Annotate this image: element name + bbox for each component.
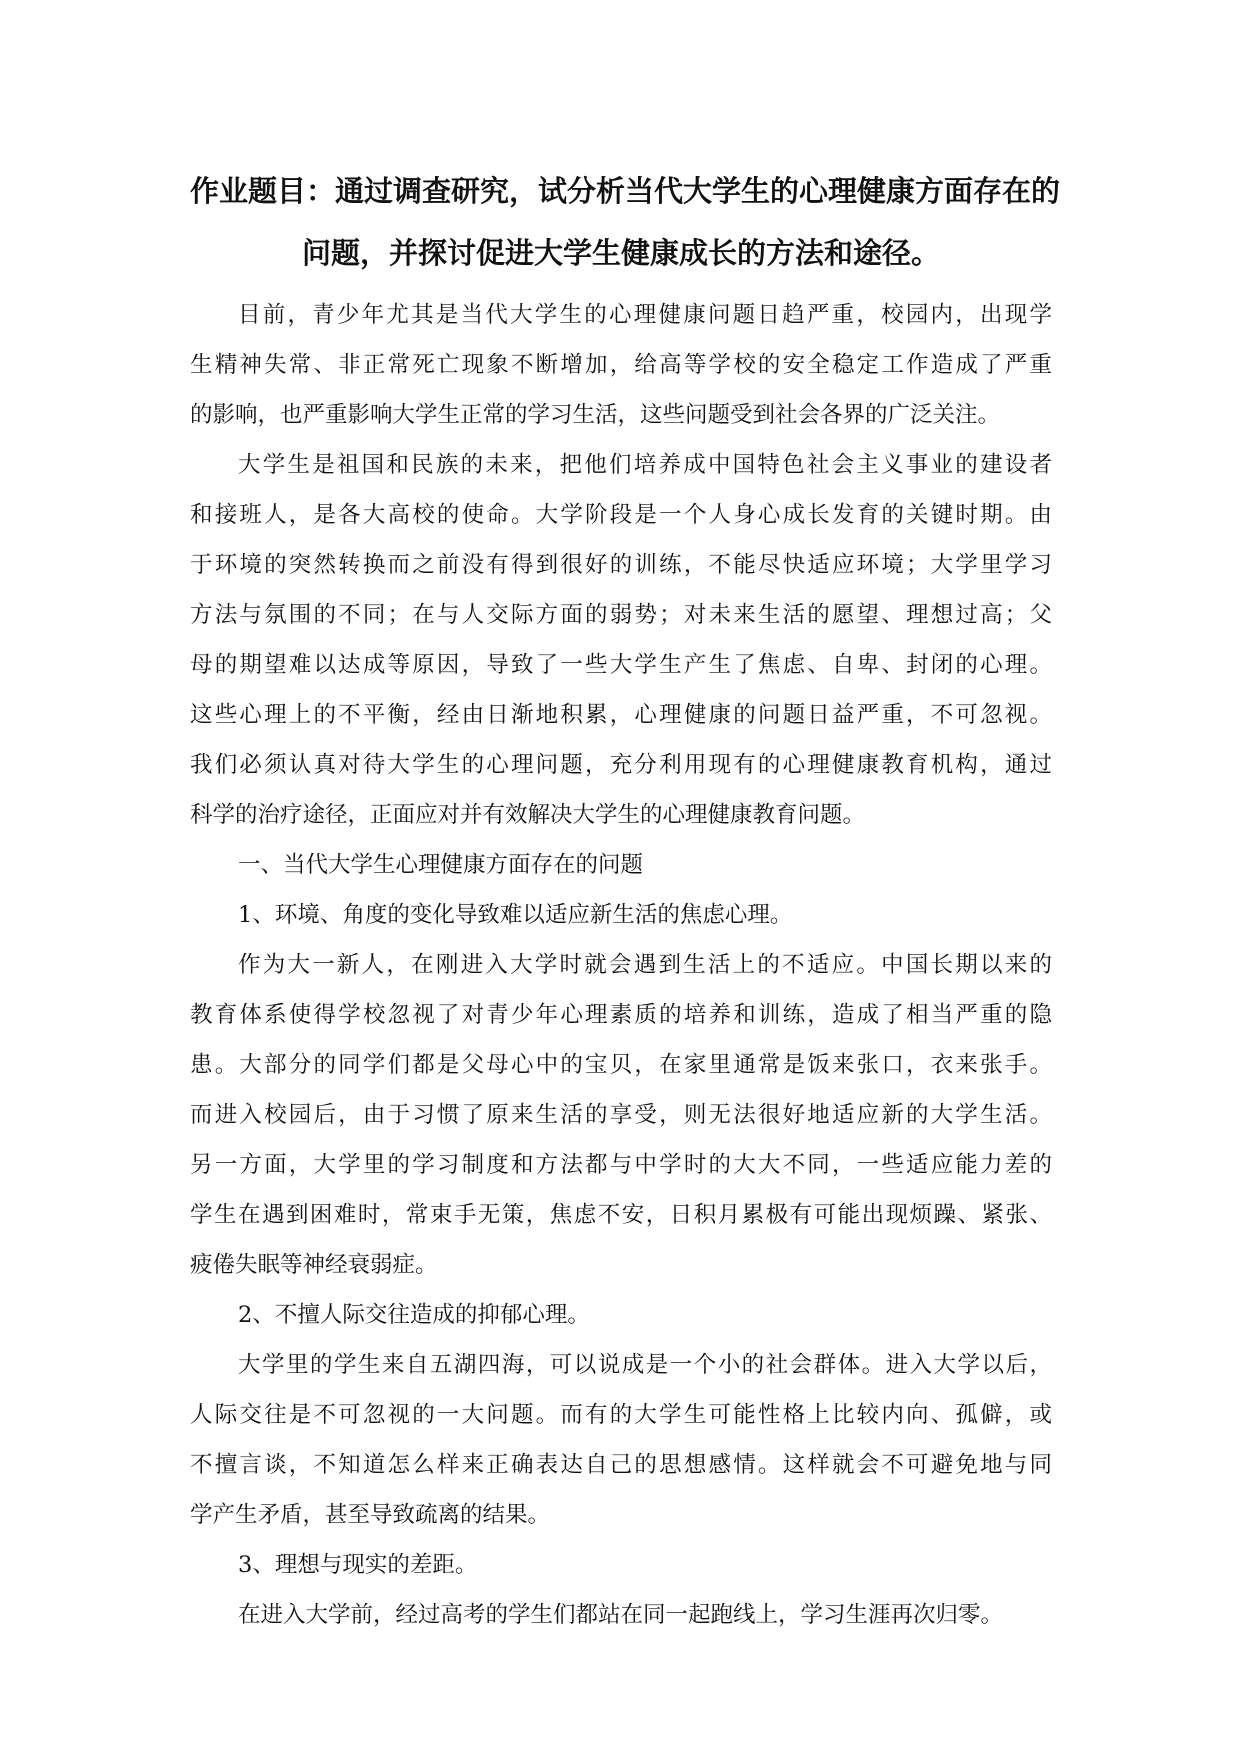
paragraph-line: 而进入校园后，由于习惯了原来生活的享受，则无法很好地适应新的大学生活。 <box>190 1102 1052 1128</box>
paragraph <box>190 1590 1052 1640</box>
paragraph-line: 2、不擅人际交往造成的抑郁心理。 <box>238 1302 590 1328</box>
paragraph-line: 作为大一新人，在刚进入大学时就会遇到生活上的不适应。中国长期以来的 <box>238 952 1052 978</box>
paragraph <box>190 440 1052 840</box>
title-line-2: 问题，并探讨促进大学生健康成长的方法和途径。 <box>301 236 940 270</box>
paragraph-line: 方法与氛围的不同；在与人交际方面的弱势；对未来生活的愿望、理想过高；父 <box>190 602 1052 628</box>
paragraph-line: 不擅言谈，不知道怎么样来正确表达自己的思想感情。这样就会不可避免地与同 <box>190 1452 1052 1478</box>
paragraph <box>190 1290 1052 1340</box>
paragraph-line: 3、理想与现实的差距。 <box>238 1552 478 1578</box>
paragraph-line: 大学里的学生来自五湖四海，可以说成是一个小的社会群体。进入大学以后， <box>238 1352 1052 1378</box>
document-page <box>190 160 1061 1640</box>
paragraph <box>190 890 1052 940</box>
paragraph-line: 大学生是祖国和民族的未来，把他们培养成中国特色社会主义事业的建设者 <box>238 452 1052 478</box>
paragraph-line: 在进入大学前，经过高考的学生们都站在同一起跑线上，学习生涯再次归零。 <box>238 1602 1004 1628</box>
paragraph-line: 于环境的突然转换而之前没有得到很好的训练，不能尽快适应环境；大学里学习 <box>190 552 1052 578</box>
document-body <box>190 290 1052 1640</box>
assignment-title <box>190 160 1061 284</box>
paragraph-line: 科学的治疗途径，正面应对并有效解决大学生的心理健康教育问题。 <box>190 802 866 828</box>
paragraph-line: 生精神失常、非正常死亡现象不断增加，给高等学校的安全稳定工作造成了严重 <box>190 352 1052 378</box>
paragraph <box>190 1340 1052 1540</box>
paragraph-line: 我们必须认真对待大学生的心理问题，充分利用现有的心理健康教育机构，通过 <box>190 752 1052 778</box>
paragraph <box>190 940 1052 1290</box>
paragraph-line: 另一方面，大学里的学习制度和方法都与中学时的大大不同，一些适应能力差的 <box>190 1152 1052 1178</box>
paragraph-line: 和接班人，是各大高校的使命。大学阶段是一个人身心成长发育的关键时期。由 <box>190 502 1052 528</box>
paragraph <box>190 840 1052 890</box>
paragraph-line: 1、环境、角度的变化导致难以适应新生活的焦虑心理。 <box>238 902 793 928</box>
paragraph-line: 这些心理上的不平衡，经由日渐地积累，心理健康的问题日益严重，不可忽视。 <box>190 702 1052 728</box>
paragraph-line: 的影响，也严重影响大学生正常的学习生活，这些问题受到社会各界的广泛关注。 <box>190 402 1001 428</box>
paragraph-line: 一、当代大学生心理健康方面存在的问题 <box>238 852 644 878</box>
paragraph-line: 教育体系使得学校忽视了对青少年心理素质的培养和训练，造成了相当严重的隐 <box>190 1002 1052 1028</box>
paragraph-line: 母的期望难以达成等原因，导致了一些大学生产生了焦虑、自卑、封闭的心理。 <box>190 652 1052 678</box>
paragraph <box>190 290 1052 440</box>
paragraph-line: 学生在遇到困难时，常束手无策，焦虑不安，日积月累极有可能出现烦躁、紧张、 <box>190 1202 1052 1228</box>
paragraph-line: 学产生矛盾，甚至导致疏离的结果。 <box>190 1502 551 1528</box>
paragraph-line: 患。大部分的同学们都是父母心中的宝贝，在家里通常是饭来张口，衣来张手。 <box>190 1052 1052 1078</box>
paragraph-line: 人际交往是不可忽视的一大问题。而有的大学生可能性格上比较内向、孤僻，或 <box>190 1402 1052 1428</box>
paragraph <box>190 1540 1052 1590</box>
paragraph-line: 疲倦失眠等神经衰弱症。 <box>190 1252 438 1278</box>
title-line-1: 作业题目：通过调查研究，试分析当代大学生的心理健康方面存在的 <box>190 174 1061 208</box>
paragraph-line: 目前，青少年尤其是当代大学生的心理健康问题日趋严重，校园内，出现学 <box>238 302 1052 328</box>
